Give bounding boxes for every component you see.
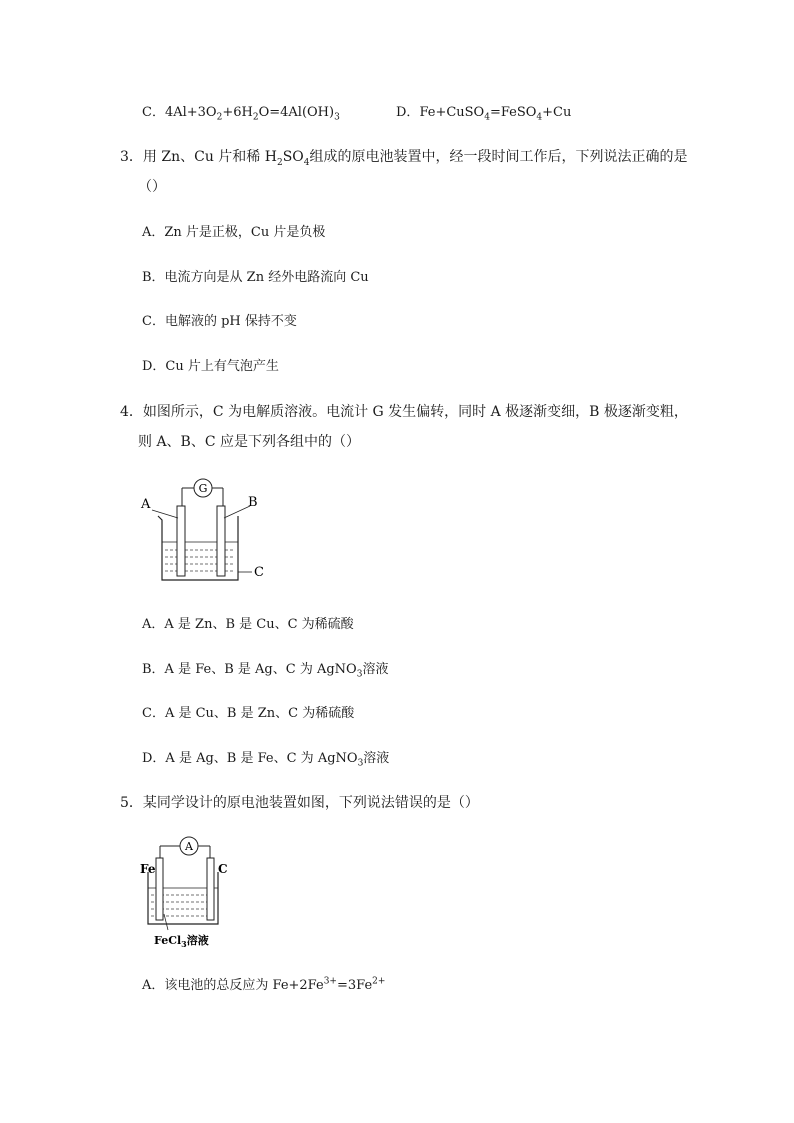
q5-option-a-text: =3Fe <box>336 978 373 993</box>
q4-option-a: A．A 是 Zn、B 是 Cu、C 为稀硫酸 <box>142 617 354 632</box>
leader-line <box>152 510 178 518</box>
eq-part: =FeSO <box>489 105 537 120</box>
electrode-c <box>207 858 214 920</box>
leader-line <box>164 914 168 930</box>
q4-option-d-sub: 3 <box>357 758 364 769</box>
q5-option-a-text: A．该电池的总反应为 Fe+2Fe <box>142 978 324 993</box>
caption-sub: 3 <box>181 939 187 949</box>
q5-option-a-sup: 3+ <box>323 976 337 987</box>
q4-option-d-text: D．A 是 Ag、B 是 Fe、C 为 AgNO <box>142 751 358 766</box>
q3-stem-text: SO <box>282 149 304 165</box>
q4-option-b-text: B．A 是 Fe、B 是 Ag、C 为 AgNO <box>142 662 357 677</box>
label-c: C <box>254 565 264 580</box>
eq-part: Fe+CuSO <box>419 105 485 120</box>
q3-option-a: A．Zn 片是正极，Cu 片是负极 <box>142 225 326 240</box>
q3-option-d: D．Cu 片上有气泡产生 <box>142 359 279 374</box>
option-c-line <box>142 104 340 122</box>
q3-stem <box>120 148 688 166</box>
q4-option-d <box>142 750 389 768</box>
q4-option-c: C．A 是 Cu、B 是 Zn、C 为稀硫酸 <box>142 706 355 721</box>
label-b: B <box>248 495 258 510</box>
eq-part: +6H <box>222 105 253 120</box>
eq-part: O=4Al(OH) <box>258 105 335 120</box>
eq-sub: 4 <box>484 112 490 123</box>
meter-label: G <box>198 482 208 495</box>
caption-part: 溶液 <box>186 934 209 947</box>
q5-stem: 5．某同学设计的原电池装置如图，下列说法错误的是（） <box>120 795 479 811</box>
q4-option-b-sub: 3 <box>356 669 363 680</box>
q3-stem-sub: 4 <box>303 157 310 168</box>
label-c: C <box>218 862 228 876</box>
caption-solution <box>154 933 209 949</box>
q3-option-b: B．电流方向是从 Zn 经外电路流向 Cu <box>142 270 369 285</box>
q4-option-b-text: 溶液 <box>362 662 389 677</box>
option-label: D． <box>396 105 420 120</box>
q4-stem-line2: 则 A、B、C 应是下列各组中的（） <box>138 434 361 450</box>
q3-stem-paren: （） <box>138 179 166 195</box>
q4-stem-line1: 4．如图所示，C 为电解质溶液。电流计 G 发生偏转，同时 A 极逐渐变细，B 极逐渐变粗， <box>120 404 688 420</box>
q4-option-b <box>142 661 388 679</box>
eq-part: +Cu <box>542 105 572 120</box>
q3-option-c: C．电解液的 pH 保持不变 <box>142 314 297 329</box>
q4-galvanic-cell-figure <box>138 476 278 586</box>
q3-stem-text: 3．用 Zn、Cu 片和稀 H <box>120 149 277 165</box>
meter-label: A <box>185 840 193 853</box>
label-fe: Fe <box>140 862 156 876</box>
electrode-b <box>217 506 225 576</box>
q5-option-a <box>142 977 385 995</box>
leader-line <box>224 506 250 518</box>
eq-sub: 2 <box>252 112 259 123</box>
q4-option-d-text: 溶液 <box>363 751 390 766</box>
label-a: A <box>141 497 151 512</box>
option-d-line <box>396 104 571 122</box>
q5-galvanic-cell-figure <box>138 832 238 950</box>
q5-option-a-sup: 2+ <box>372 976 386 987</box>
electrode-a <box>177 506 185 576</box>
beaker <box>158 516 238 580</box>
q3-stem-sub: 2 <box>276 157 283 168</box>
electrode-fe <box>156 858 163 920</box>
eq-part: 4Al+3O <box>164 105 217 120</box>
eq-sub: 2 <box>216 112 223 123</box>
q3-stem-text: 组成的原电池装置中，经一段时间工作后，下列说法正确的是 <box>309 149 688 165</box>
eq-sub: 3 <box>334 112 340 123</box>
caption-part: FeCl <box>154 934 182 947</box>
eq-sub: 4 <box>536 112 543 123</box>
option-label: C． <box>142 105 165 120</box>
